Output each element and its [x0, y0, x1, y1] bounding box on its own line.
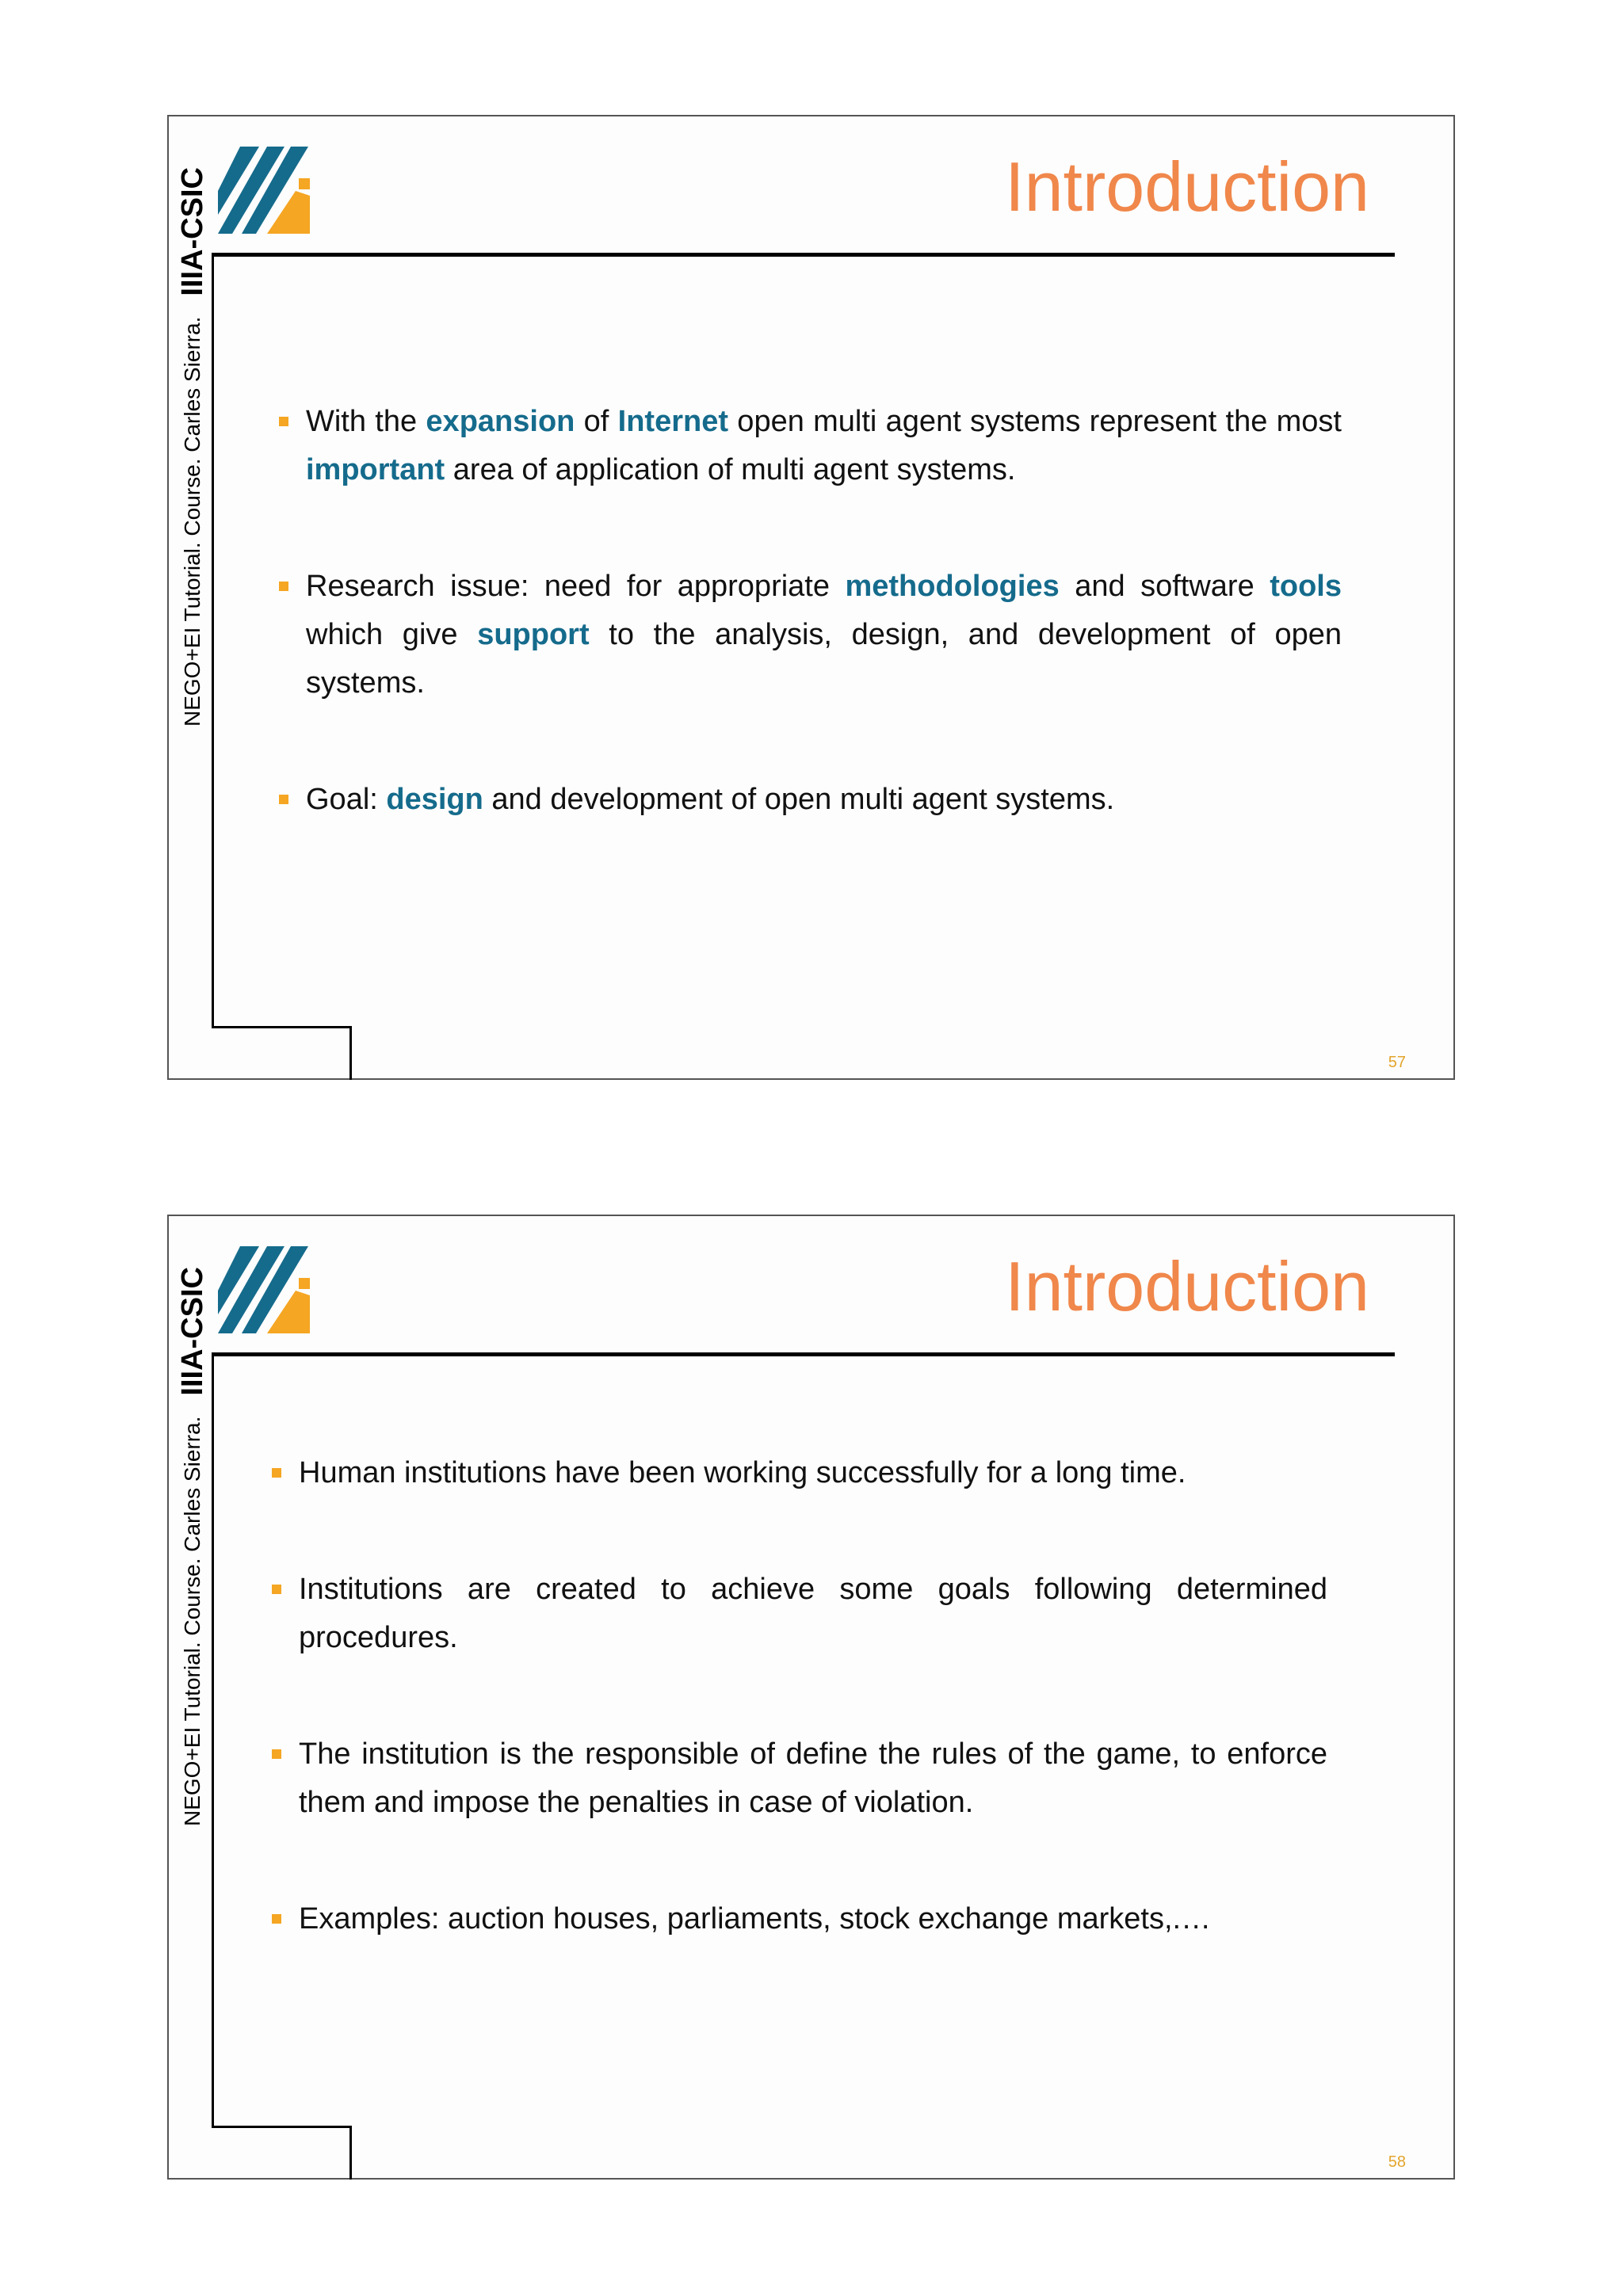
bullet-item	[268, 398, 1342, 494]
page-number: 58	[1388, 2153, 1406, 2171]
bullet-list	[268, 398, 1342, 824]
iiia-logo-icon	[218, 147, 310, 238]
slide-57	[167, 115, 1455, 1080]
bullet-text: Research issue: need for appropriate methodologies and software tools which give support to the analysis, design, and development of open systems.	[306, 570, 1342, 700]
bullet-item	[261, 1730, 1327, 1827]
bullet-item	[261, 1895, 1327, 1943]
slide-58	[167, 1215, 1455, 2180]
corner-rule-vertical	[349, 1026, 352, 1080]
bullet-icon	[279, 417, 288, 426]
page-number: 57	[1388, 1054, 1406, 1071]
bullet-text: Institutions are created to achieve some goals following determined procedures.	[299, 1573, 1327, 1654]
title-rule	[212, 1352, 1395, 1356]
bullet-item	[268, 776, 1342, 824]
bullet-icon	[279, 795, 288, 804]
corner-rule-vertical	[349, 2126, 352, 2180]
sidebar-course-text: NEGO+EI Tutorial. Course. Carles Sierra.	[180, 316, 204, 727]
bullet-icon	[272, 1914, 281, 1924]
bullet-list	[261, 1449, 1327, 1943]
bullet-text: The institution is the responsible of define the rules of the game, to enforce them and impose the penalties in case of violation.	[299, 1737, 1327, 1819]
bullet-icon	[272, 1585, 281, 1594]
corner-rule-horizontal	[212, 2126, 352, 2128]
bullet-text: Goal: design and development of open multi agent systems.	[306, 783, 1115, 816]
sidebar-vertical-text	[172, 116, 213, 734]
bullet-item	[261, 1449, 1327, 1497]
iiia-logo-icon	[218, 1246, 310, 1338]
left-rule	[212, 1352, 214, 2126]
sidebar-course-text: NEGO+EI Tutorial. Course. Carles Sierra.	[180, 1416, 204, 1826]
bullet-text: Examples: auction houses, parliaments, stock exchange markets,.…	[299, 1902, 1212, 1936]
bullet-text: Human institutions have been working successfully for a long time.	[299, 1456, 1186, 1489]
title-rule	[212, 253, 1395, 257]
bullet-icon	[272, 1468, 281, 1478]
bullet-icon	[279, 582, 288, 591]
bullet-text: With the expansion of Internet open multi agent systems represent the most important area of application of multi agent systems.	[306, 405, 1342, 486]
sidebar-org-text: IIIA-CSIC	[175, 167, 209, 296]
slide-title: Introduction	[1005, 147, 1369, 226]
sidebar-org-text: IIIA-CSIC	[175, 1267, 209, 1396]
slide-title: Introduction	[1005, 1247, 1369, 1325]
corner-rule-horizontal	[212, 1026, 352, 1028]
bullet-item	[268, 563, 1342, 707]
bullet-icon	[272, 1749, 281, 1759]
left-rule	[212, 253, 214, 1027]
sidebar-vertical-text	[172, 1216, 213, 1834]
bullet-item	[261, 1566, 1327, 1662]
